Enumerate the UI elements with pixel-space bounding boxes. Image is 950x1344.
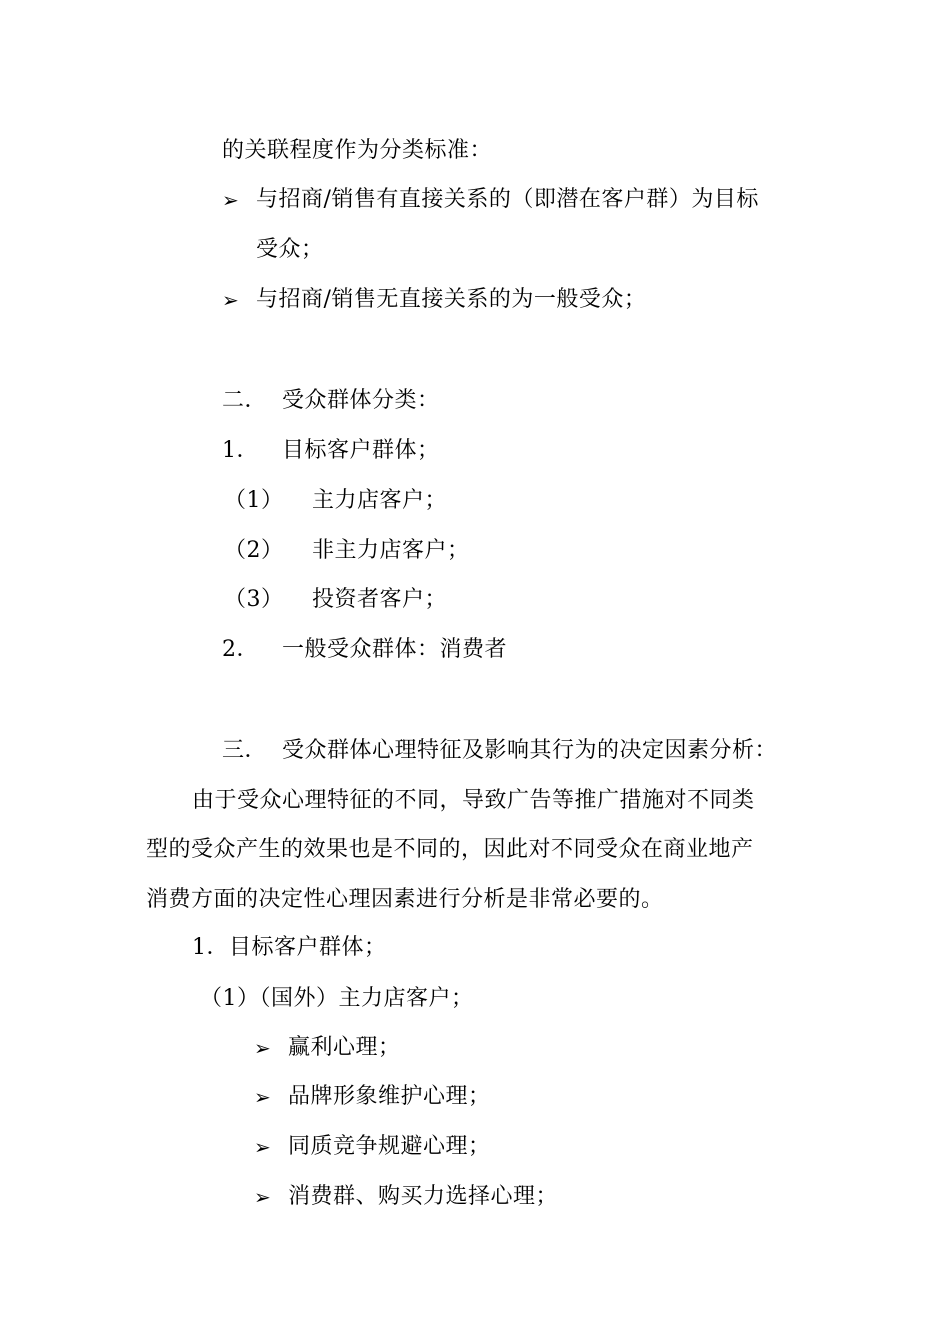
sub-item-text: 投资者客户；	[312, 587, 448, 612]
arrow-bullet-icon: ➢	[222, 288, 239, 312]
bullet-text: 同质竞争规避心理；	[288, 1134, 491, 1159]
sub-item-number: （3）	[224, 587, 284, 612]
item-number: 2．	[222, 637, 259, 662]
arrow-bullet-icon: ➢	[254, 1185, 271, 1209]
sub-item-text: 主力店客户；	[312, 488, 448, 513]
bullet-text-continued: 受众；	[256, 237, 324, 262]
bullet-text: 品牌形象维护心理；	[288, 1084, 491, 1109]
bullet-text: 与招商/销售无直接关系的为一般受众；	[256, 287, 647, 312]
paragraph-line: 型的受众产生的效果也是不同的，因此对不同受众在商业地产	[146, 837, 754, 862]
bullet-text: 赢利心理；	[288, 1035, 401, 1060]
sub-item-text: 非主力店客户；	[312, 538, 470, 563]
sub-item-number: （2）	[224, 538, 284, 563]
section-number: 三．	[222, 738, 268, 763]
item-text: 一般受众群体：消费者	[282, 637, 508, 662]
paragraph-line: 由于受众心理特征的不同，导致广告等推广措施对不同类	[192, 788, 755, 813]
item-heading: 1．目标客户群体；	[192, 935, 387, 960]
arrow-bullet-icon: ➢	[254, 1135, 271, 1159]
intro-line: 的关联程度作为分类标准：	[222, 138, 493, 163]
bullet-text: 消费群、购买力选择心理；	[288, 1184, 559, 1209]
arrow-bullet-icon: ➢	[222, 188, 239, 212]
arrow-bullet-icon: ➢	[254, 1036, 271, 1060]
section-number: 二．	[222, 388, 268, 413]
item-text: 目标客户群体；	[282, 438, 440, 463]
item-number: 1．	[222, 438, 259, 463]
paragraph-line: 消费方面的决定性心理因素进行分析是非常必要的。	[146, 887, 664, 912]
sub-item-number: （1）	[224, 488, 284, 513]
section-heading: 受众群体分类：	[282, 388, 440, 413]
sub-item-heading: （1）（国外）主力店客户；	[200, 986, 474, 1011]
section-heading: 受众群体心理特征及影响其行为的决定因素分析：	[282, 738, 778, 763]
arrow-bullet-icon: ➢	[254, 1085, 271, 1109]
bullet-text: 与招商/销售有直接关系的（即潜在客户群）为目标	[256, 187, 759, 212]
